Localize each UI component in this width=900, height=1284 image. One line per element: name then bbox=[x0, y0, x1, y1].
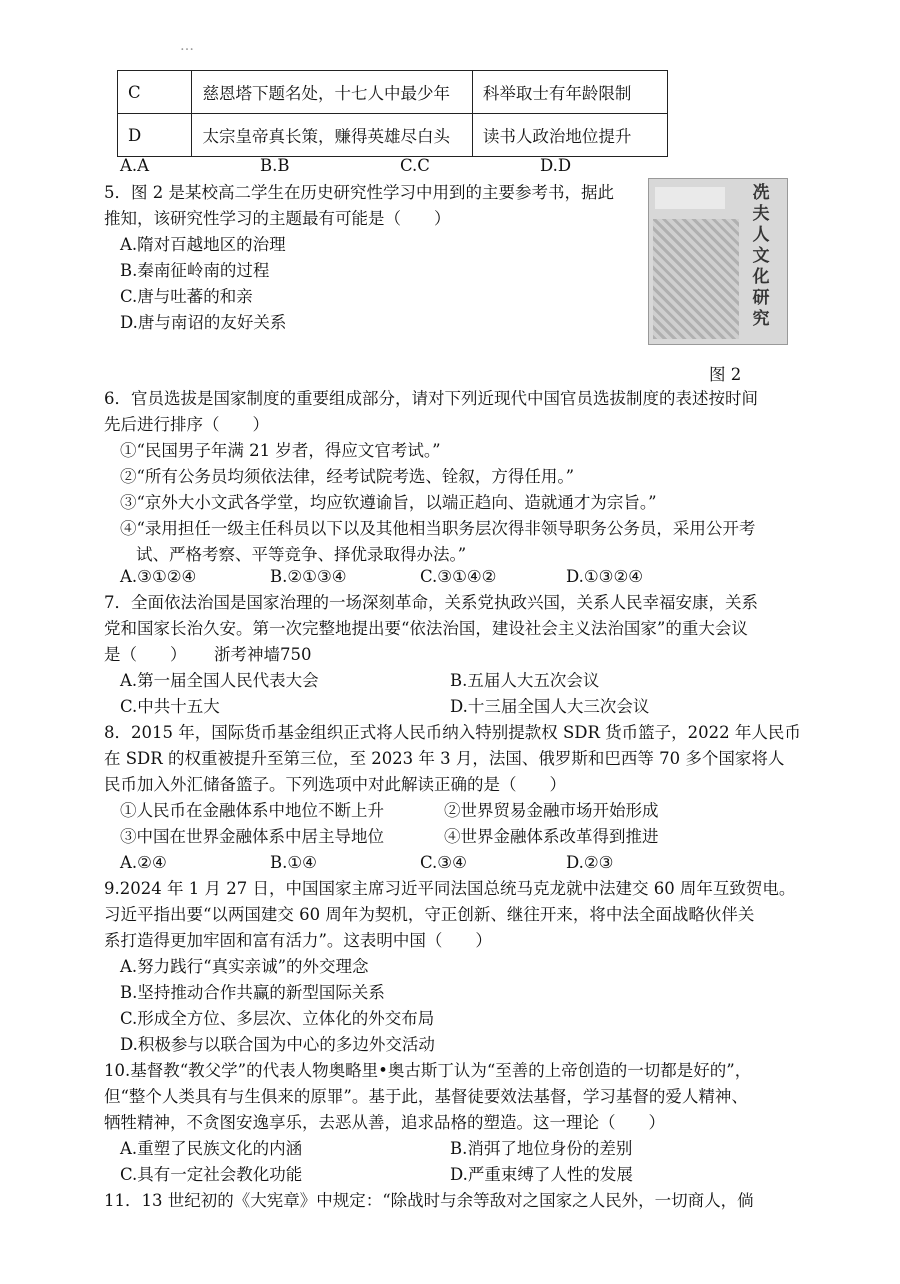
q9-stem-line: 系打造得更加牢固和富有活力”。这表明中国（ ） bbox=[104, 931, 492, 950]
q10-option-b[interactable]: B.消弭了地位身份的差别 bbox=[450, 1139, 633, 1158]
q8-item: ④世界金融体系改革得到推进 bbox=[444, 827, 659, 846]
q9-option-c[interactable]: C.形成全方位、多层次、立体化的外交布局 bbox=[120, 1009, 435, 1028]
q8-stem-line: 在 SDR 的权重被提升至第三位，至 2023 年 3 月，法国、俄罗斯和巴西等 70 多个国家将人 bbox=[104, 749, 785, 768]
q9-option-a[interactable]: A.努力践行“真实亲诚”的外交理念 bbox=[120, 957, 369, 976]
q6-option-c[interactable]: C.③①④② bbox=[420, 567, 497, 586]
q7-option-b[interactable]: B.五届人大五次会议 bbox=[450, 671, 600, 690]
q5-stem-line: 推知，该研究性学习的主题最有可能是（ ） bbox=[104, 209, 451, 228]
q8-option-c[interactable]: C.③④ bbox=[420, 853, 467, 872]
q4-option-a[interactable]: A.A bbox=[120, 156, 150, 175]
q5-option-a[interactable]: A.隋对百越地区的治理 bbox=[120, 235, 286, 254]
q8-option-b[interactable]: B.①④ bbox=[270, 853, 317, 872]
figure-caption: 图 2 bbox=[709, 365, 742, 384]
q6-stem-line: 先后进行排序（ ） bbox=[104, 415, 269, 434]
q5-option-c[interactable]: C.唐与吐蕃的和亲 bbox=[120, 287, 253, 306]
table-row bbox=[118, 114, 668, 157]
q8-item: ②世界贸易金融市场开始形成 bbox=[444, 801, 659, 820]
q10-option-a[interactable]: A.重塑了民族文化的内涵 bbox=[120, 1139, 303, 1158]
options-table bbox=[117, 70, 668, 157]
cover-title-char: 研 bbox=[752, 288, 770, 308]
row-event: 慈恩塔下题名处，十七人中最少年 bbox=[192, 71, 472, 114]
q6-item: ②“所有公务员均须依法律，经考试院考选、铨叙，方得任用。” bbox=[120, 467, 575, 486]
q4-option-c[interactable]: C.C bbox=[400, 156, 430, 175]
q7-option-c[interactable]: C.中共十五大 bbox=[120, 697, 220, 716]
q10-stem-line: 10.基督教“教父学”的代表人物奥略里•奥古斯丁认为“至善的上帝创造的一切都是好的”， bbox=[104, 1061, 752, 1080]
cover-title-char: 夫 bbox=[752, 204, 770, 224]
q7-stem-line: 是（ ） bbox=[104, 645, 187, 664]
q7-option-a[interactable]: A.第一届全国人民代表大会 bbox=[120, 671, 319, 690]
row-interpretation: 科举取士有年龄限制 bbox=[472, 71, 667, 114]
q10-stem-line: 但“整个人类具有与生俱来的原罪”。基于此，基督徒要效法基督，学习基督的爱人精神、 bbox=[104, 1087, 748, 1106]
book-cover-image bbox=[648, 178, 788, 345]
q8-stem-line: 8．2015 年，国际货币基金组织正式将人民币纳入特别提款权 SDR 货币篮子，2022 年人民币 bbox=[104, 723, 801, 742]
q8-item: ①人民币在金融体系中地位不断上升 bbox=[120, 801, 384, 820]
q6-option-d[interactable]: D.①③②④ bbox=[566, 567, 644, 586]
q4-option-d[interactable]: D.D bbox=[540, 156, 572, 175]
cover-subtitle-box bbox=[655, 187, 725, 209]
cover-title-char: 究 bbox=[752, 309, 770, 329]
cover-title-char: 冼 bbox=[752, 183, 770, 203]
cover-title-text bbox=[741, 183, 781, 330]
q8-option-d[interactable]: D.②③ bbox=[566, 853, 614, 872]
q10-option-d[interactable]: D.严重束缚了人性的发展 bbox=[450, 1165, 633, 1184]
q6-item-cont: 试、严格考察、平等竞争、择优录取得办法。” bbox=[136, 545, 467, 564]
q9-option-b[interactable]: B.坚持推动合作共赢的新型国际关系 bbox=[120, 983, 385, 1002]
q7-option-d[interactable]: D.十三届全国人大三次会议 bbox=[450, 697, 650, 716]
cover-title-char: 化 bbox=[752, 267, 770, 287]
q10-option-c[interactable]: C.具有一定社会教化功能 bbox=[120, 1165, 303, 1184]
q6-item: ③“京外大小文武各学堂，均应钦遵谕旨，以端正趋向、造就通才为宗旨。” bbox=[120, 493, 657, 512]
q8-item: ③中国在世界金融体系中居主导地位 bbox=[120, 827, 384, 846]
q9-stem-line: 习近平指出要“以两国建交 60 周年为契机，守正创新、继往开来，将中法全面战略伙伴关 bbox=[104, 905, 755, 924]
q9-option-d[interactable]: D.积极参与以联合国为中心的多边外交活动 bbox=[120, 1035, 435, 1054]
q5-option-b[interactable]: B.秦南征岭南的过程 bbox=[120, 261, 270, 280]
row-label: C bbox=[118, 71, 192, 114]
row-interpretation: 读书人政治地位提升 bbox=[472, 114, 667, 157]
q6-option-b[interactable]: B.②①③④ bbox=[270, 567, 347, 586]
row-label: D bbox=[118, 114, 192, 157]
cover-title-char: 文 bbox=[752, 246, 770, 266]
watermark: 浙考神墙750 bbox=[214, 645, 312, 664]
q10-stem-line: 牺牲精神，不贪图安逸享乐，去恶从善，追求品格的塑造。这一理论（ ） bbox=[104, 1113, 665, 1132]
cover-title bbox=[741, 183, 781, 335]
q7-stem-line: 7．全面依法治国是国家治理的一场深刻革命，关系党执政兴国，关系人民幸福安康，关系 bbox=[104, 593, 758, 612]
header-fragment: … bbox=[180, 38, 214, 54]
row-event: 太宗皇帝真长策，赚得英雄尽白头 bbox=[192, 114, 472, 157]
q6-stem-line: 6．官员选拔是国家制度的重要组成部分，请对下列近现代中国官员选拔制度的表述按时间 bbox=[104, 389, 758, 408]
q7-stem-line: 党和国家长治久安。第一次完整地提出要“依法治国，建设社会主义法治国家”的重大会议 bbox=[104, 619, 748, 638]
q8-option-a[interactable]: A.②④ bbox=[120, 853, 167, 872]
table-row bbox=[118, 71, 668, 114]
q11-stem-line: 11．13 世纪初的《大宪章》中规定：“除战时与余等敌对之国家之人民外，一切商人，倘 bbox=[104, 1191, 754, 1210]
q8-stem-line: 民币加入外汇储备篮子。下列选项中对此解读正确的是（ ） bbox=[104, 775, 566, 794]
q6-item: ④“录用担任一级主任科员以下以及其他相当职务层次得非领导职务公务员，采用公开考 bbox=[120, 519, 756, 538]
q9-stem-line: 9.2024 年 1 月 27 日，中国国家主席习近平同法国总统马克龙就中法建交 60 周年互致贺电。 bbox=[104, 879, 796, 898]
cover-artwork bbox=[653, 219, 739, 339]
q5-option-d[interactable]: D.唐与南诏的友好关系 bbox=[120, 313, 287, 332]
q4-option-b[interactable]: B.B bbox=[260, 156, 290, 175]
cover-title-char: 人 bbox=[752, 225, 770, 245]
q6-option-a[interactable]: A.③①②④ bbox=[120, 567, 197, 586]
q6-item: ①“民国男子年满 21 岁者，得应文官考试。” bbox=[120, 441, 441, 460]
q5-stem-line: 5．图 2 是某校高二学生在历史研究性学习中用到的主要参考书，据此 bbox=[104, 183, 614, 202]
